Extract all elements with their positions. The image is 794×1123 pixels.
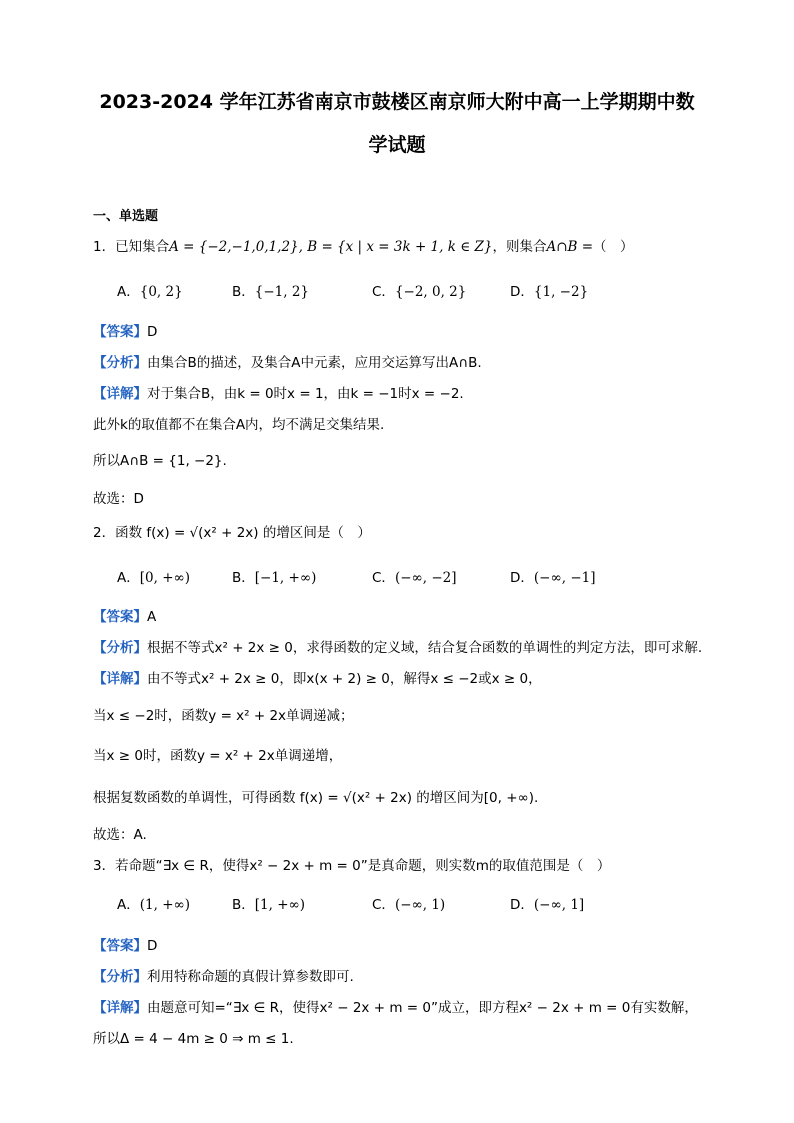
q3-option-b: B．[1, +∞)	[232, 897, 306, 913]
q2-option-a: A．[0, +∞)	[117, 570, 191, 586]
section-heading: 一、单选题	[93, 209, 159, 224]
q1-answer: 【答案】D	[93, 324, 158, 340]
q1-detail-line-3: 所以A∩B = {1, −2}.	[93, 453, 227, 469]
q3-analysis: 【分析】利用特称命题的真假计算参数即可.	[93, 969, 354, 985]
q1-stem-mid: ，则集合	[492, 239, 547, 255]
q1-stem-sets: A = {−2,−1,0,1,2}, B = {x | x = 3k + 1, k ∈ Z}	[169, 239, 493, 255]
q2-option-b: B．[−1, +∞)	[232, 570, 317, 586]
q1-detail: 【详解】对于集合B，由k = 0时x = 1，由k = −1时x = −2.	[93, 386, 464, 402]
q2-detail-line-4: 根据复数函数的单调性，可得函数 f(x) = √(x² + 2x) 的增区间为[0, +∞).	[93, 790, 539, 806]
q1-detail-line-2: 此外k的取值都不在集合A内，均不满足交集结果.	[93, 417, 385, 433]
q3-detail: 【详解】由题意可知=“∃x ∈ R，使得x² − 2x + m = 0”成立，即方程x² − 2x + m = 0有实数解，	[93, 1000, 698, 1016]
q2-detail-line-3: 当x ≥ 0时，函数y = x² + 2x单调递增，	[93, 748, 343, 764]
q1-stem-paren: （ ）	[593, 239, 634, 255]
page-title-line-1: 2023-2024 学年江苏省南京市鼓楼区南京师大附中高一上学期期中数	[99, 91, 695, 113]
q1-option-a: A．{0, 2}	[117, 284, 183, 300]
q2-option-c: C．(−∞, −2]	[372, 570, 457, 586]
q1-stem-intersection: A∩B =	[546, 239, 594, 255]
q2-option-d: D．(−∞, −1]	[510, 570, 596, 586]
q3-option-a: A．(1, +∞)	[117, 897, 191, 913]
q2-choice: 故选：A.	[93, 827, 147, 843]
page-title-line-2: 学试题	[368, 134, 426, 156]
q1-option-c: C．{−2, 0, 2}	[372, 284, 467, 300]
q2-detail-line-2: 当x ≤ −2时，函数y = x² + 2x单调递减；	[93, 708, 354, 724]
q1-analysis: 【分析】由集合B的描述，及集合A中元素，应用交运算写出A∩B.	[93, 355, 482, 371]
q1-stem	[93, 235, 634, 255]
q3-stem: 3．若命题“∃x ∈ R，使得x² − 2x + m = 0”是真命题，则实数m的取值范围是（ ）	[93, 858, 611, 874]
q2-answer: 【答案】A	[93, 609, 157, 625]
q1-choice: 故选：D	[93, 491, 144, 507]
q3-option-c: C．(−∞, 1)	[372, 897, 446, 913]
q3-answer: 【答案】D	[93, 938, 158, 954]
q2-detail: 【详解】由不等式x² + 2x ≥ 0，即x(x + 2) ≥ 0，解得x ≤ −2或x ≥ 0，	[93, 671, 542, 687]
q1-option-b: B．{−1, 2}	[232, 284, 310, 300]
q3-detail-line-2: 所以Δ = 4 − 4m ≥ 0 ⇒ m ≤ 1.	[93, 1031, 294, 1047]
q2-analysis: 【分析】根据不等式x² + 2x ≥ 0，求得函数的定义域，结合复合函数的单调性的判定方法，即可求解.	[93, 640, 703, 656]
q1-stem-prefix: 1．已知集合	[93, 239, 170, 255]
q2-stem: 2．函数 f(x) = √(x² + 2x) 的增区间是（ ）	[93, 525, 371, 541]
q1-option-d: D．{1, −2}	[510, 284, 589, 300]
q3-option-d: D．(−∞, 1]	[510, 897, 585, 913]
